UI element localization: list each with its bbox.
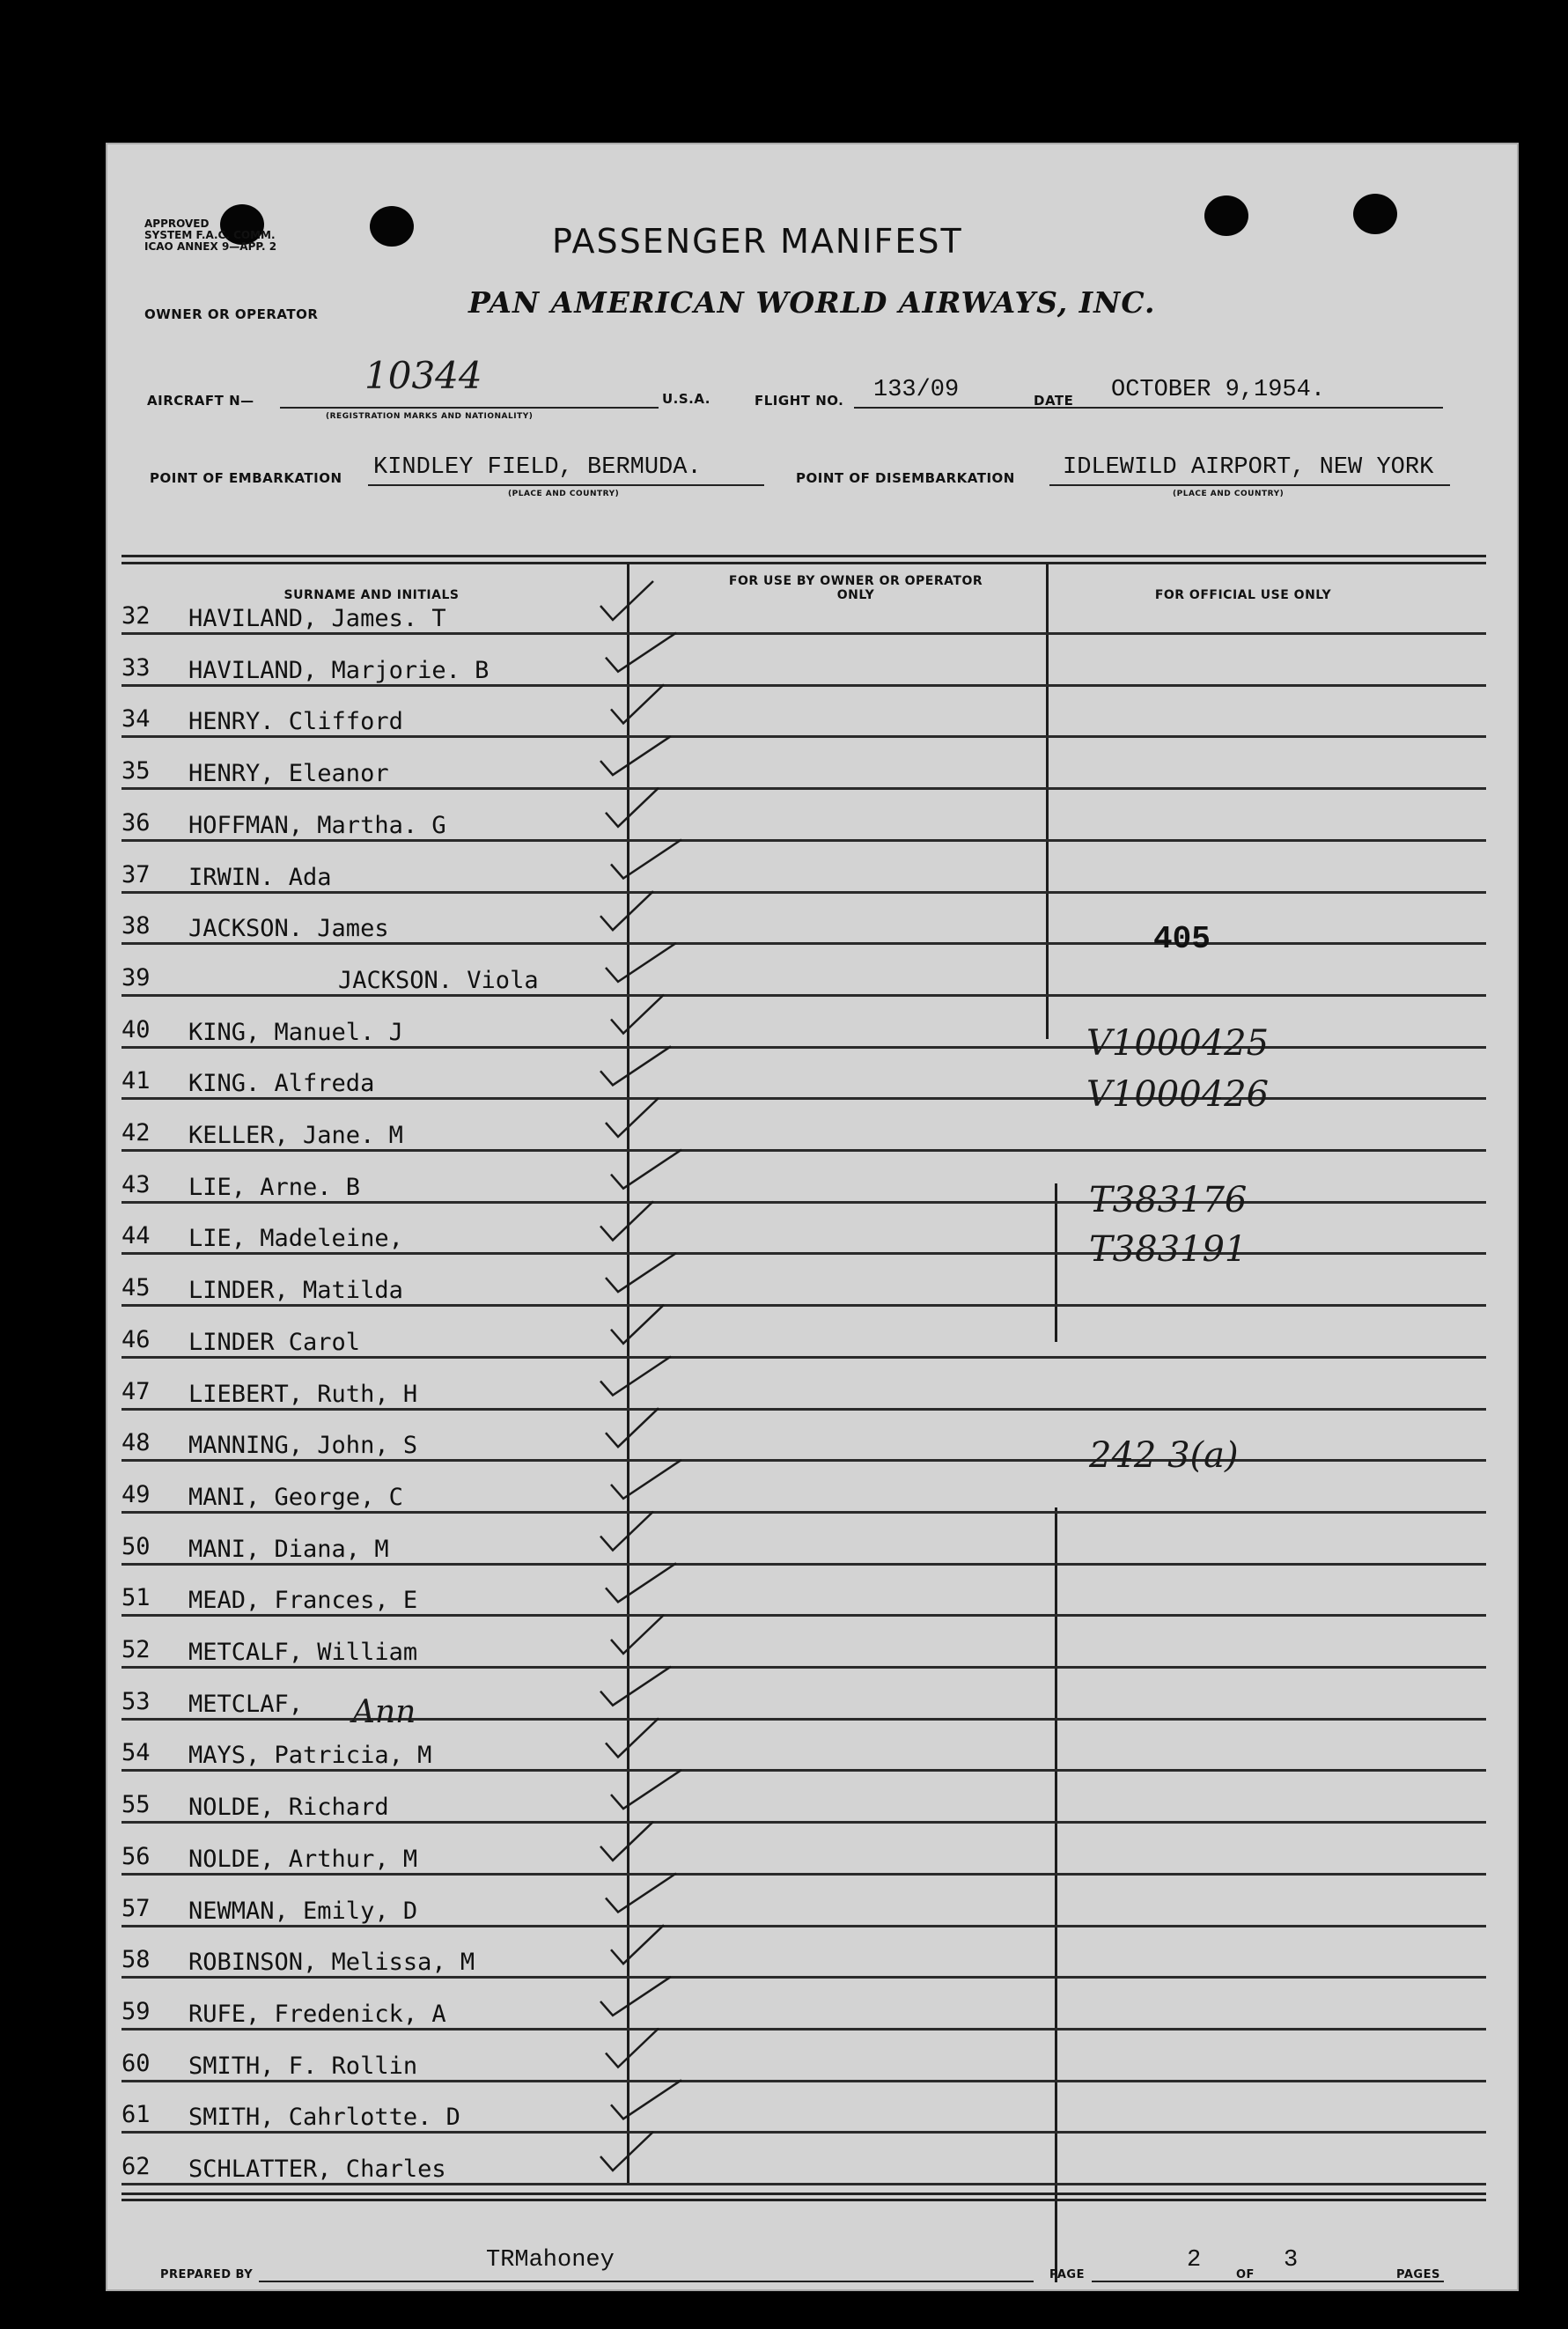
row-number: 55 — [121, 1791, 151, 1819]
passenger-name: NOLDE, Richard — [188, 1794, 389, 1822]
official-mark: T383176 — [1089, 1180, 1248, 1220]
check-mark — [606, 2029, 659, 2067]
embark-value: KINDLEY FIELD, BERMUDA. — [373, 454, 702, 481]
check-mark — [600, 1822, 653, 1861]
passenger-name: KELLER, Jane. M — [188, 1122, 403, 1149]
passenger-name: MEAD, Frances, E — [188, 1587, 418, 1615]
row-number: 33 — [121, 653, 151, 682]
passenger-name: RUFE, Fredenick, A — [188, 2000, 446, 2028]
row-number: 60 — [121, 2049, 151, 2077]
passenger-name: MANI, Diana, M — [188, 1535, 389, 1563]
col-header-name: SURNAME AND INITIALS — [283, 588, 460, 602]
check-mark — [606, 1408, 659, 1447]
approval-line: APPROVED — [144, 217, 210, 230]
approval-line: SYSTEM F.A.C. COMM. — [144, 229, 276, 241]
check-mark — [600, 2132, 653, 2171]
passenger-name: LIE, Arne. B — [188, 1173, 361, 1201]
passenger-name: KING. Alfreda — [188, 1070, 375, 1098]
row-number: 61 — [121, 2101, 151, 2129]
check-mark — [611, 1460, 681, 1499]
row-number: 34 — [121, 705, 151, 733]
passenger-name: METCALF, William — [188, 1639, 418, 1666]
aircraft-value: 10344 — [364, 354, 482, 397]
passenger-name: HAVILAND, James. T — [188, 605, 446, 632]
check-mark — [606, 1253, 676, 1292]
aircraft-label: AIRCRAFT N— — [147, 393, 254, 409]
passenger-name: METCLAF, — [188, 1690, 304, 1718]
row-number: 35 — [121, 757, 151, 785]
passenger-name: LIE, Madeleine, — [188, 1225, 403, 1253]
aircraft-sub: (REGISTRATION MARKS AND NATIONALITY) — [326, 412, 534, 421]
check-mark — [600, 891, 653, 930]
passenger-name: ROBINSON, Melissa, M — [188, 1949, 475, 1977]
embark-label: POINT OF EMBARKATION — [150, 470, 342, 486]
check-mark — [606, 1563, 676, 1602]
passenger-name: JACKSON. James — [188, 915, 389, 943]
passenger-name: HAVILAND, Marjorie. B — [188, 656, 490, 684]
flight-value: 133/09 — [873, 377, 960, 403]
row-number: 52 — [121, 1636, 151, 1663]
passenger-name: LINDER, Matilda — [188, 1277, 403, 1305]
row-number: 53 — [121, 1687, 151, 1715]
prepared-label: PREPARED BY — [160, 2268, 254, 2281]
pages-label: PAGES — [1396, 2268, 1440, 2281]
passenger-name: SCHLATTER, Charles — [188, 2156, 446, 2183]
approval-line: ICAO ANNEX 9—APP. 2 — [144, 240, 277, 253]
check-mark — [600, 1977, 671, 2016]
check-mark — [600, 1512, 653, 1551]
usa-label: U.S.A. — [662, 391, 710, 407]
flight-label: FLIGHT NO. — [755, 393, 844, 409]
check-mark — [600, 1201, 653, 1240]
row-number: 62 — [121, 2153, 151, 2180]
passenger-name: HOFFMAN, Martha. G — [188, 811, 446, 839]
check-marks — [107, 144, 1520, 2293]
passenger-name: JACKSON. Viola — [338, 966, 539, 994]
row-number: 46 — [121, 1325, 151, 1353]
check-mark — [606, 1718, 659, 1757]
date-value: OCTOBER 9,1954. — [1111, 377, 1326, 403]
passenger-name: LIEBERT, Ruth, H — [188, 1380, 418, 1408]
check-mark — [606, 788, 659, 827]
check-mark — [600, 581, 653, 620]
passenger-name: HENRY, Eleanor — [188, 760, 389, 788]
row-number: 48 — [121, 1429, 151, 1457]
passenger-name: HENRY. Clifford — [188, 708, 403, 736]
check-mark — [611, 2080, 681, 2119]
row-number: 36 — [121, 808, 151, 837]
embark-sub: (PLACE AND COUNTRY) — [508, 490, 620, 498]
row-number: 58 — [121, 1946, 151, 1974]
check-mark — [611, 684, 664, 723]
row-number: 54 — [121, 1739, 151, 1767]
passenger-name: SMITH, Cahrlotte. D — [188, 2104, 460, 2132]
row-number: 40 — [121, 1015, 151, 1043]
check-mark — [611, 1925, 664, 1964]
check-mark — [611, 1305, 664, 1344]
passenger-name: MANNING, John, S — [188, 1432, 418, 1460]
manifest-sheet — [106, 143, 1519, 2291]
check-mark — [606, 943, 676, 982]
check-mark — [600, 1357, 671, 1396]
check-mark — [600, 1667, 671, 1706]
row-number: 59 — [121, 1997, 151, 2025]
check-mark — [611, 1615, 664, 1654]
check-mark — [606, 1098, 659, 1137]
official-mark: T383191 — [1089, 1229, 1248, 1270]
row-number: 56 — [121, 1842, 151, 1870]
row-number: 39 — [121, 963, 151, 991]
passenger-name: MANI, George, C — [188, 1483, 403, 1511]
official-mark: V1000426 — [1086, 1074, 1270, 1115]
disembark-value: IDLEWILD AIRPORT, NEW YORK — [1063, 454, 1434, 481]
official-mark: 242 3(a) — [1089, 1435, 1239, 1476]
of-label: OF — [1236, 2268, 1255, 2281]
row-number: 41 — [121, 1067, 151, 1095]
row-number: 51 — [121, 1584, 151, 1612]
owner-name: PAN AMERICAN WORLD AIRWAYS, INC. — [468, 285, 1156, 320]
page-total: 3 — [1284, 2247, 1299, 2274]
passenger-name: MAYS, Patricia, M — [188, 1742, 432, 1770]
check-mark — [611, 1150, 681, 1189]
row-number: 49 — [121, 1480, 151, 1508]
col-header-owner: FOR USE BY OWNER OR OPERATOR ONLY — [728, 574, 983, 602]
row-number: 42 — [121, 1119, 151, 1146]
prepared-by: TRMahoney — [486, 2247, 615, 2274]
row-number: 38 — [121, 912, 151, 940]
col-header-official: FOR OFFICIAL USE ONLY — [1154, 588, 1332, 602]
row-number: 50 — [121, 1532, 151, 1560]
check-mark — [611, 840, 681, 879]
passenger-name: KING, Manuel. J — [188, 1018, 403, 1046]
passenger-name: SMITH, F. Rollin — [188, 2052, 418, 2080]
passenger-name: LINDER Carol — [188, 1328, 361, 1356]
check-mark — [611, 995, 664, 1034]
owner-label: OWNER OR OPERATOR — [144, 306, 319, 322]
passenger-name: NOLDE, Arthur, M — [188, 1845, 418, 1873]
row-number: 43 — [121, 1170, 151, 1198]
check-mark — [600, 1046, 671, 1085]
handwritten-name: Ann — [352, 1694, 416, 1730]
check-mark — [611, 1770, 681, 1809]
page-label: PAGE — [1049, 2268, 1085, 2281]
disembark-sub: (PLACE AND COUNTRY) — [1173, 490, 1285, 498]
official-mark: V1000425 — [1086, 1023, 1270, 1064]
check-mark — [606, 1874, 676, 1913]
row-number: 44 — [121, 1222, 151, 1250]
page-number: 2 — [1187, 2247, 1202, 2274]
check-mark — [600, 736, 671, 775]
row-number: 47 — [121, 1377, 151, 1405]
row-number: 32 — [121, 602, 151, 630]
check-mark — [606, 633, 676, 672]
passenger-name: IRWIN. Ada — [188, 863, 332, 891]
passenger-name: NEWMAN, Emily, D — [188, 1897, 418, 1925]
official-mark: 405 — [1153, 921, 1211, 957]
row-number: 37 — [121, 860, 151, 888]
row-number: 57 — [121, 1894, 151, 1922]
date-label: DATE — [1034, 393, 1074, 409]
form-title: PASSENGER MANIFEST — [552, 222, 963, 261]
disembark-label: POINT OF DISEMBARKATION — [796, 470, 1015, 486]
row-number: 45 — [121, 1274, 151, 1302]
